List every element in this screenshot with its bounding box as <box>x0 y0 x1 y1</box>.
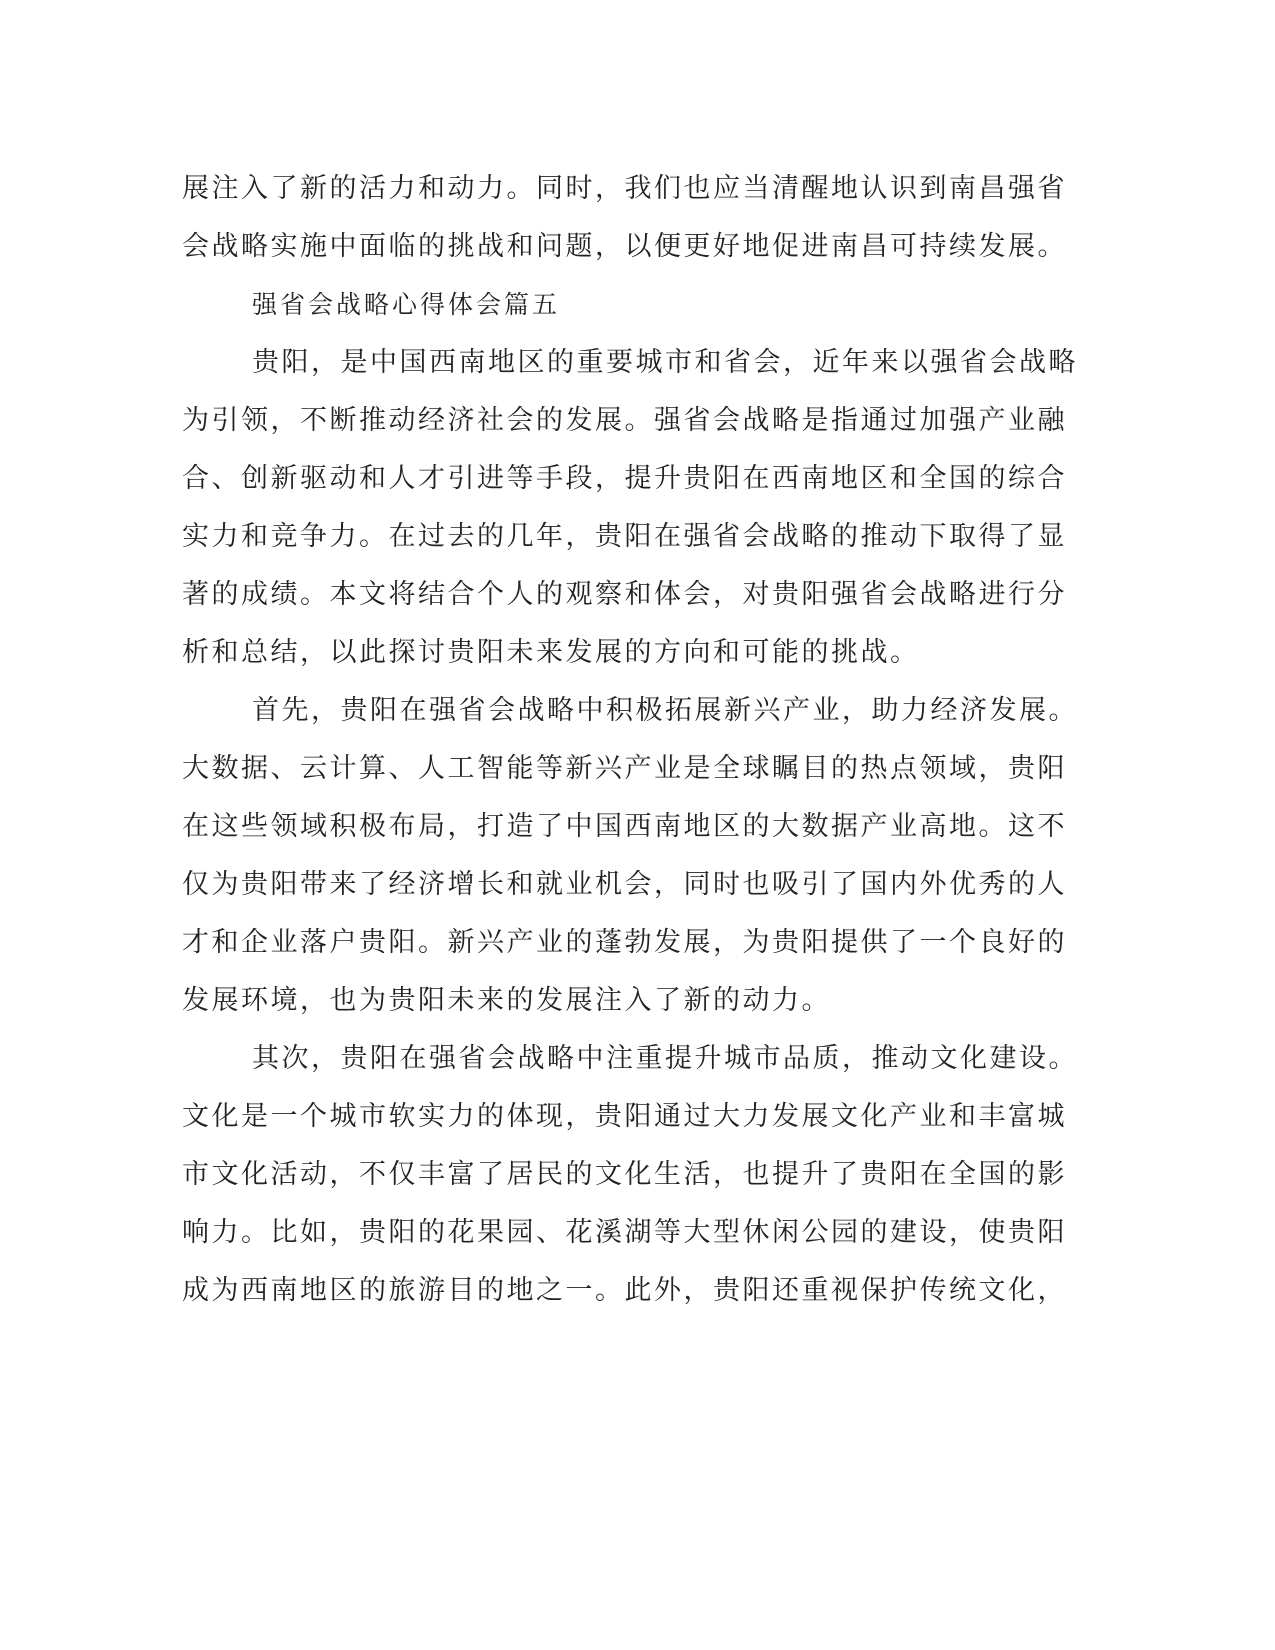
text-line: 著的成绩。本文将结合个人的观察和体会，对贵阳强省会战略进行分 <box>182 579 1067 610</box>
paragraph-first-line: 贵阳，是中国西南地区的重要城市和省会，近年来以强省会战略 <box>252 347 1078 378</box>
section-heading: 强省会战略心得体会篇五 <box>252 290 561 319</box>
text-line: 文化是一个城市软实力的体现，贵阳通过大力发展文化产业和丰富城 <box>182 1101 1067 1132</box>
text-line: 在这些领域积极布局，打造了中国西南地区的大数据产业高地。这不 <box>182 811 1067 842</box>
text-line: 实力和竞争力。在过去的几年，贵阳在强省会战略的推动下取得了显 <box>182 521 1067 552</box>
paragraph-first-line: 首先，贵阳在强省会战略中积极拓展新兴产业，助力经济发展。 <box>252 695 1078 726</box>
text-line: 才和企业落户贵阳。新兴产业的蓬勃发展，为贵阳提供了一个良好的 <box>182 927 1067 958</box>
text-line: 大数据、云计算、人工智能等新兴产业是全球瞩目的热点领域，贵阳 <box>182 753 1067 784</box>
text-line: 会战略实施中面临的挑战和问题，以便更好地促进南昌可持续发展。 <box>182 231 1067 262</box>
text-line: 响力。比如，贵阳的花果园、花溪湖等大型休闲公园的建设，使贵阳 <box>182 1217 1067 1248</box>
text-line: 仅为贵阳带来了经济增长和就业机会，同时也吸引了国内外优秀的人 <box>182 869 1067 900</box>
text-line: 发展环境，也为贵阳未来的发展注入了新的动力。 <box>182 985 831 1016</box>
text-line: 析和总结，以此探讨贵阳未来发展的方向和可能的挑战。 <box>182 637 920 668</box>
text-line: 为引领，不断推动经济社会的发展。强省会战略是指通过加强产业融 <box>182 405 1067 436</box>
text-line: 市文化活动，不仅丰富了居民的文化生活，也提升了贵阳在全国的影 <box>182 1159 1067 1190</box>
text-line: 展注入了新的活力和动力。同时，我们也应当清醒地认识到南昌强省 <box>182 173 1067 204</box>
paragraph-first-line: 其次，贵阳在强省会战略中注重提升城市品质，推动文化建设。 <box>252 1043 1078 1074</box>
text-line: 合、创新驱动和人才引进等手段，提升贵阳在西南地区和全国的综合 <box>182 463 1067 494</box>
document-body <box>182 160 1078 1320</box>
text-line: 成为西南地区的旅游目的地之一。此外，贵阳还重视保护传统文化， <box>182 1275 1067 1306</box>
